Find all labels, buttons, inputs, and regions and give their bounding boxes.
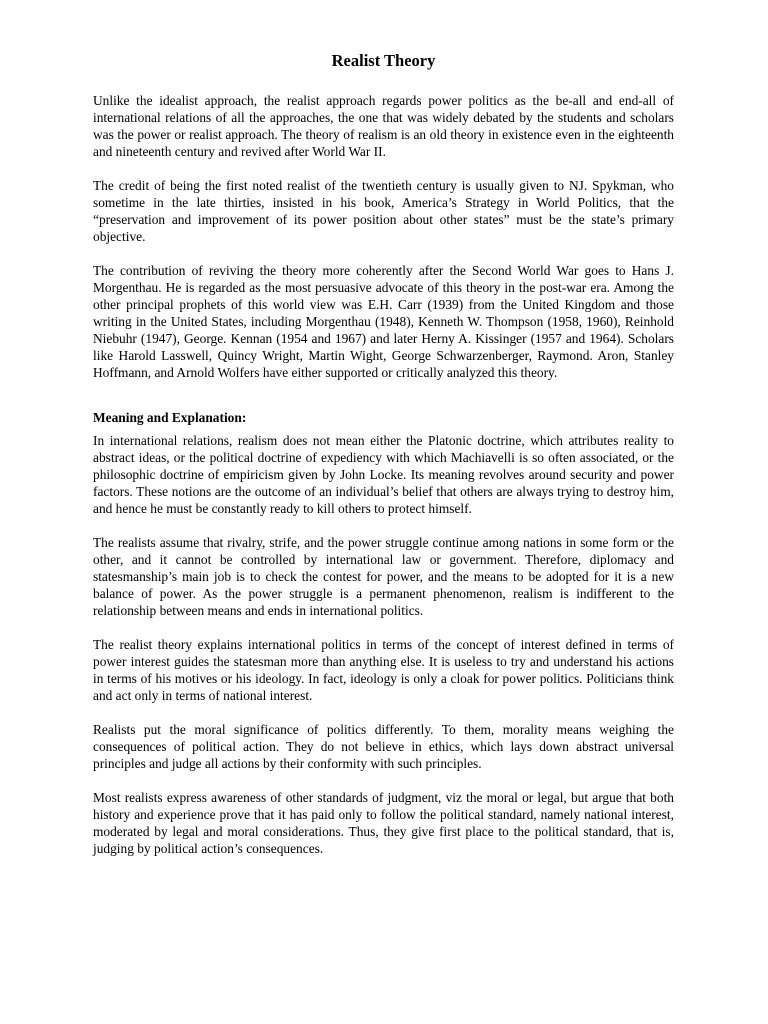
paragraph-section-4: Realists put the moral significance of politics differently. To them, morality means weighing the consequences of political action. They do not believe in ethics, which lays down abstract universal principles and judge all actions by their conformity with such principles. bbox=[93, 722, 674, 771]
paragraph-intro-2: The credit of being the first noted realist of the twentieth century is usually given to NJ. Spykman, who sometime in the late thirties, insisted in his book, America’s Strategy in World Politics, that the “preservation and improvement of its power position about other states” must be the state’s primary objective. bbox=[93, 178, 674, 244]
paragraph-spacer bbox=[93, 772, 674, 789]
paragraph-spacer bbox=[93, 704, 674, 721]
section-spacer bbox=[93, 381, 674, 409]
paragraph-spacer bbox=[93, 245, 674, 262]
paragraph-section-3: The realist theory explains international politics in terms of the concept of interest defined in terms of power interest guides the statesman more than anything else. It is useless to try and understand his actions in terms of his motives or his ideology. In fact, ideology is only a cloak for power politics. Politicians think and act only in terms of national interest. bbox=[93, 637, 674, 703]
paragraph-spacer bbox=[93, 160, 674, 177]
page-title: Realist Theory bbox=[331, 51, 436, 70]
paragraph-section-5: Most realists express awareness of other standards of judgment, viz the moral or legal, but argue that both history and experience prove that it has paid only to follow the political standard, namely national interest, moderated by legal and moral considerations. Thus, they give first place to the political standard, that is, judging by political action’s consequences. bbox=[93, 790, 674, 856]
section-heading: Meaning and Explanation: bbox=[93, 410, 247, 425]
paragraph-spacer bbox=[93, 517, 674, 534]
paragraph-intro-1: Unlike the idealist approach, the realist approach regards power politics as the be-all and end-all of international relations of all the approaches, the one that was widely debated by the students and scholars was the power or realist approach. The theory of realism is an old theory in existence even in the eighteenth and nineteenth century and revived after World War II. bbox=[93, 93, 674, 159]
paragraph-intro-3: The contribution of reviving the theory more coherently after the Second World War goes to Hans J. Morgenthau. He is regarded as the most persuasive advocate of this theory in the post-war era. Among the other principal prophets of this world view was E.H. Carr (1939) from the United Kingdom and those writing in the United States, including Morgenthau (1948), Kenneth W. Thompson (1958, 1960), Reinhold Niebuhr (1947), George. Kennan (1954 and 1967) and later Herny A. Kissinger (1957 and 1964). Scholars like Harold Lasswell, Quincy Wright, Martin Wight, George Schwarzenberger, Raymond. Aron, Stanley Hoffmann, and Arnold Wolfers have either supported or critically analyzed this theory. bbox=[93, 263, 674, 380]
paragraph-spacer bbox=[93, 619, 674, 636]
paragraph-section-2: The realists assume that rivalry, strife, and the power struggle continue among nations in some form or the other, and it cannot be controlled by international law or government. Therefore, diplomacy and statesmanship’s main job is to check the contest for power, and the means to be adopted for it is a new balance of power. As the power struggle is a permanent phenomenon, realism is indifferent to the relationship between means and ends in international politics. bbox=[93, 535, 674, 618]
document-page bbox=[93, 50, 674, 857]
paragraph-section-1: In international relations, realism does not mean either the Platonic doctrine, which attributes reality to abstract ideas, or the political doctrine of expediency with which Machiavelli is so often associated, or the philosophic doctrine of empiricism given by John Locke. Its meaning revolves around security and power factors. These notions are the outcome of an individual’s belief that others are always trying to destroy him, and hence he must be constantly ready to kill others to protect himself. bbox=[93, 433, 674, 516]
